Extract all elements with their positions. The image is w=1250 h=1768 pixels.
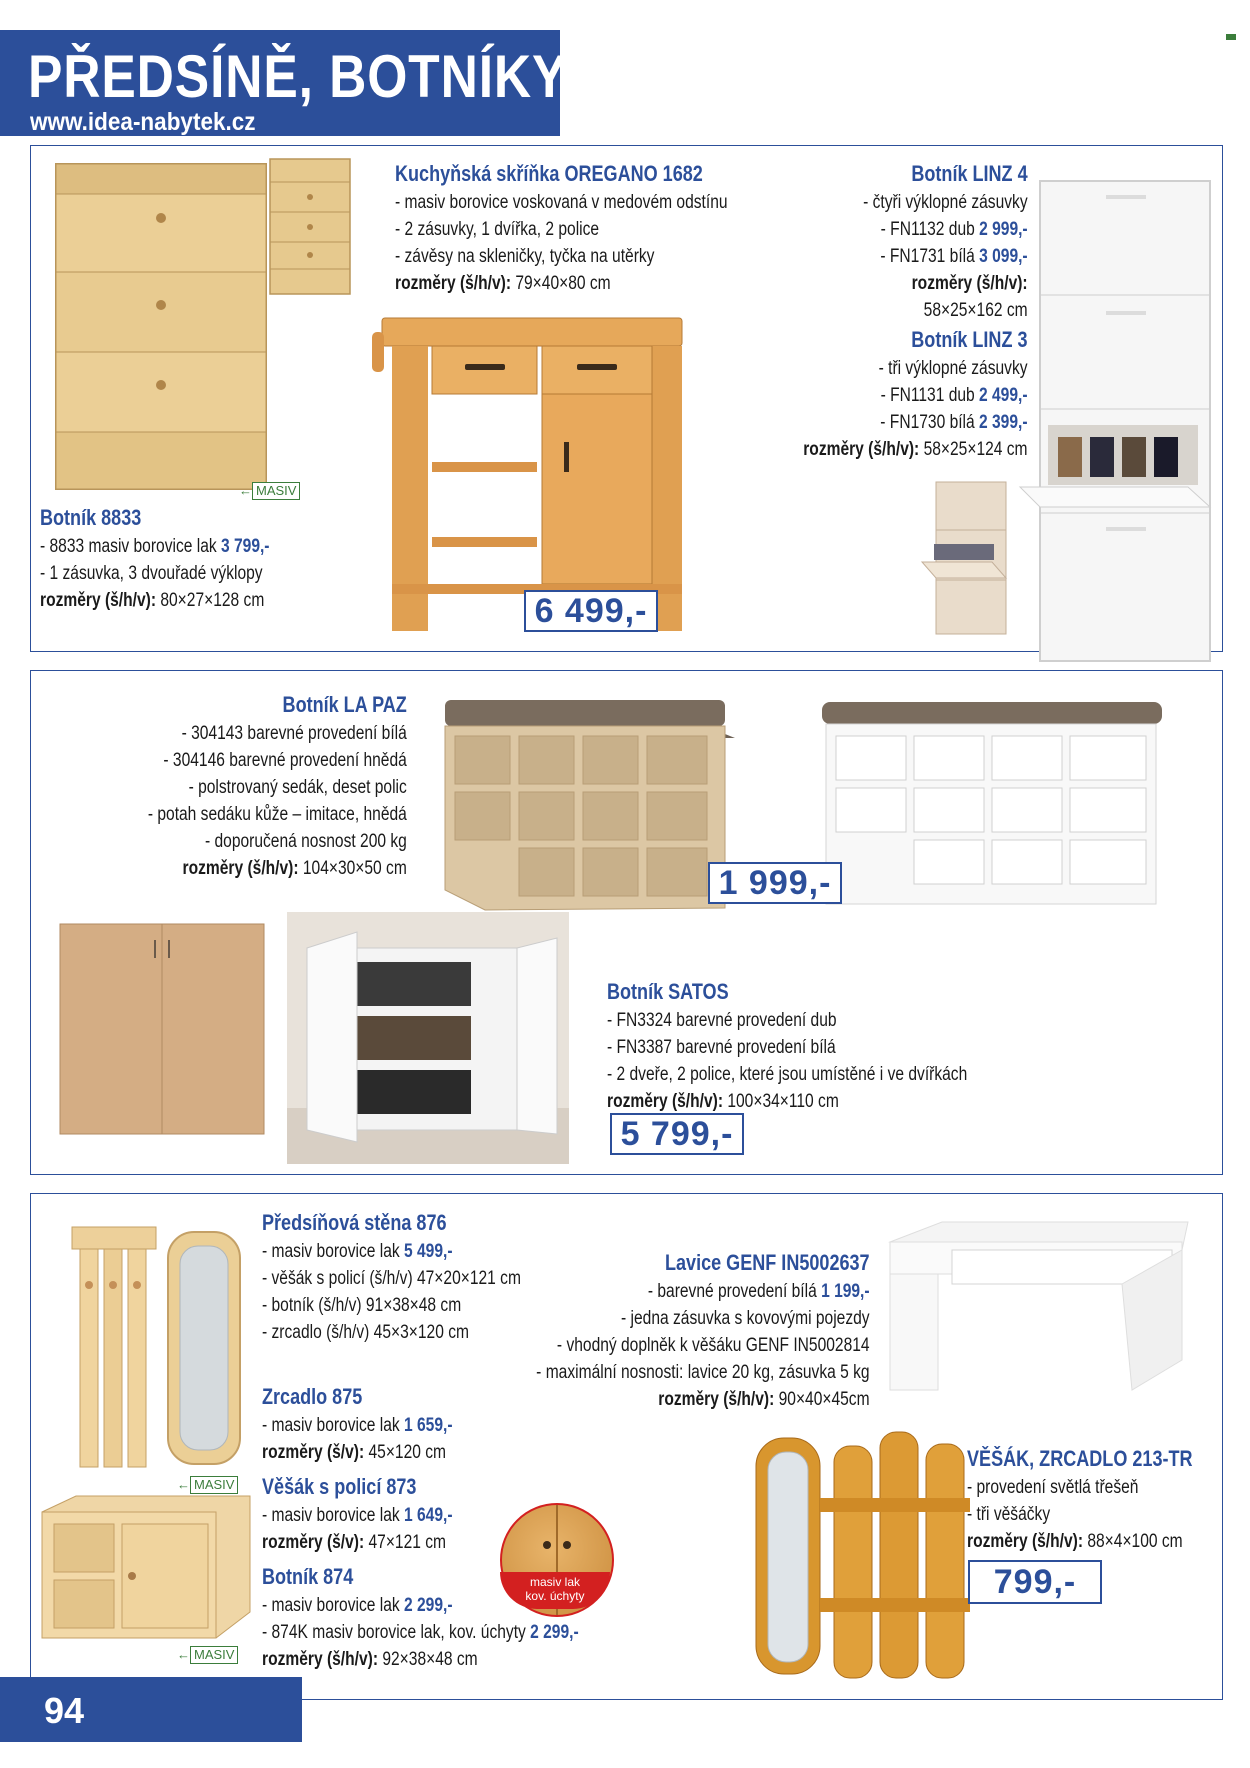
product-line: - masiv borovice lak xyxy=(262,1505,405,1526)
product-name: Botník 874 xyxy=(262,1564,354,1589)
dimension-value: 104×30×50 cm xyxy=(298,858,407,879)
product-price: 1 649,- xyxy=(404,1505,453,1526)
product-line: - 304143 barevné provedení bílá xyxy=(181,723,407,744)
satos-oak-image xyxy=(58,922,268,1137)
dimension-value: 88×4×100 cm xyxy=(1083,1531,1183,1552)
dimension-value: 79×40×80 cm xyxy=(511,273,611,294)
product-name: Lavice GENF IN5002637 xyxy=(665,1250,870,1275)
product-price: 3 799,- xyxy=(220,536,270,557)
badge-line: kov. úchyty xyxy=(525,1589,585,1603)
product-name: Botník LINZ 4 xyxy=(911,161,1028,186)
dimension-value: 90×40×45cm xyxy=(774,1389,870,1410)
product-name: Botník 8833 xyxy=(40,505,142,530)
dimension-label: rozměry (š/h/v): xyxy=(967,1531,1084,1552)
product-line: - tři výklopné zásuvky xyxy=(879,358,1028,379)
la-paz-brown-image xyxy=(435,690,745,915)
genf-bench-image xyxy=(882,1220,1192,1395)
product-line: - FN1731 bílá xyxy=(880,246,980,267)
product-vesak-873 xyxy=(262,1472,453,1556)
linz4-image xyxy=(1018,175,1223,667)
dimension-label: rozměry (š/h/v): xyxy=(40,590,157,611)
product-price: 2 299,- xyxy=(530,1622,579,1643)
dimension-value: 100×34×110 cm xyxy=(723,1091,839,1112)
dimension-label: rozměry (š/h/v): xyxy=(395,273,512,294)
dimension-value: 47×121 cm xyxy=(364,1532,447,1553)
product-genf xyxy=(537,1248,870,1413)
product-line: - 874K masiv borovice lak, kov. úchyty xyxy=(262,1622,531,1643)
product-line: - masiv borovice lak xyxy=(262,1415,405,1436)
vesak-873-image xyxy=(66,1225,161,1470)
product-price: 2 499,- xyxy=(979,385,1028,406)
dimension-value: 80×27×128 cm xyxy=(156,590,265,611)
page-title: PŘEDSÍNĚ, BOTNÍKY xyxy=(28,43,568,110)
product-linz4 xyxy=(863,159,1028,324)
product-line: - jedna zásuvka s kovovými pojezdy xyxy=(621,1308,870,1329)
product-line: - věšák s policí (š/h/v) 47×20×121 cm xyxy=(262,1268,521,1289)
dimension-value: 92×38×48 cm xyxy=(378,1649,478,1670)
botnik-8833-small-image xyxy=(268,157,353,297)
la-paz-white-image xyxy=(822,700,1172,910)
botnik-874-image xyxy=(36,1492,254,1642)
product-line: - doporučená nosnost 200 kg xyxy=(205,831,407,852)
product-price: 2 999,- xyxy=(979,219,1028,240)
linz3-image xyxy=(922,478,1012,638)
oregano-cabinet-image xyxy=(372,312,697,634)
product-name: Botník SATOS xyxy=(607,979,729,1004)
product-line: - provedení světlá třešeň xyxy=(967,1477,1139,1498)
corner-mark xyxy=(1226,34,1236,40)
dimension-value: 45×120 cm xyxy=(364,1442,447,1463)
product-stena-876 xyxy=(262,1208,521,1346)
dimension-label: rozměry (š/v): xyxy=(262,1442,365,1463)
dimension-label: rozměry (š/h/v): xyxy=(607,1091,724,1112)
product-price: 1 659,- xyxy=(404,1415,453,1436)
product-line: - FN3387 barevné provedení bílá xyxy=(607,1037,836,1058)
product-line: - potah sedáku kůže – imitace, hnědá xyxy=(148,804,407,825)
price-box-satos: 5 799,- xyxy=(610,1113,744,1155)
dimension-label: rozměry (š/h/v): xyxy=(658,1389,775,1410)
product-linz3 xyxy=(804,325,1028,463)
product-name: Věšák s policí 873 xyxy=(262,1474,417,1499)
masiv-tag: ← MASIV xyxy=(252,482,300,500)
product-line: - FN3324 barevné provedení dub xyxy=(607,1010,837,1031)
price-box-vesak-213: 799,- xyxy=(968,1560,1102,1604)
website-link[interactable]: www.idea-nabytek.cz xyxy=(30,108,256,136)
zrcadlo-875-image xyxy=(164,1228,246,1473)
product-line: - FN1132 dub xyxy=(881,219,980,240)
product-name: Botník LINZ 3 xyxy=(911,327,1028,352)
product-price: 3 099,- xyxy=(979,246,1028,267)
satos-open-image xyxy=(287,912,569,1164)
vesak-213-image xyxy=(752,1428,982,1680)
product-botnik-8833 xyxy=(40,503,269,614)
product-name: Kuchyňská skříňka OREGANO 1682 xyxy=(395,161,703,186)
dimension-label: rozměry (š/h/v): xyxy=(803,439,920,460)
botnik-8833-image xyxy=(52,160,272,495)
dimension-label: rozměry (š/h/v): xyxy=(911,273,1028,294)
product-oregano xyxy=(395,159,728,297)
product-line: - 2 zásuvky, 1 dvířka, 2 police xyxy=(395,219,600,240)
product-satos xyxy=(607,977,967,1115)
product-name: Předsíňová stěna 876 xyxy=(262,1210,447,1235)
product-la-paz xyxy=(148,690,407,882)
product-line: - polstrovaný sedák, deset polic xyxy=(188,777,407,798)
price-box-la-paz: 1 999,- xyxy=(708,862,842,904)
dimension-label: rozměry (š/h/v): xyxy=(262,1649,379,1670)
price-box-oregano: 6 499,- xyxy=(524,590,658,632)
product-line: - barevné provedení bílá xyxy=(648,1281,822,1302)
product-line: - masiv borovice lak xyxy=(262,1595,405,1616)
product-zrcadlo-875 xyxy=(262,1382,453,1466)
dimension-value: 58×25×162 cm xyxy=(924,300,1028,321)
product-vesak-213 xyxy=(967,1444,1193,1555)
product-price: 1 199,- xyxy=(821,1281,870,1302)
masiv-tag: ← MASIV xyxy=(190,1476,238,1494)
product-line: - 1 zásuvka, 3 dvouřadé výklopy xyxy=(40,563,263,584)
product-price: 2 299,- xyxy=(404,1595,453,1616)
product-price: 5 499,- xyxy=(404,1241,453,1262)
product-line: - 2 dveře, 2 police, které jsou umístěné i ve dvířkách xyxy=(607,1064,968,1085)
product-line: - vhodný doplněk k věšáku GENF IN5002814 xyxy=(557,1335,870,1356)
product-line: - 8833 masiv borovice lak xyxy=(40,536,221,557)
product-name: Botník LA PAZ xyxy=(282,692,407,717)
product-line: - 304146 barevné provedení hnědá xyxy=(163,750,407,771)
page-number: 94 xyxy=(44,1690,85,1731)
product-line: - FN1131 dub xyxy=(881,385,980,406)
product-line: - masiv borovice lak xyxy=(262,1241,405,1262)
product-name: Zrcadlo 875 xyxy=(262,1384,363,1409)
masiv-tag: ← MASIV xyxy=(190,1646,238,1664)
product-line: - FN1730 bílá xyxy=(880,412,980,433)
product-line: - závěsy na skleničky, tyčka na utěrky xyxy=(395,246,655,267)
product-line: - čtyři výklopné zásuvky xyxy=(863,192,1028,213)
product-line: - botník (š/h/v) 91×38×48 cm xyxy=(262,1295,462,1316)
product-line: - maximální nosnosti: lavice 20 kg, zásuvka 5 kg xyxy=(536,1362,870,1383)
product-name: VĚŠÁK, ZRCADLO 213-TR xyxy=(967,1446,1193,1471)
product-line: - masiv borovice voskovaná v medovém odstínu xyxy=(395,192,728,213)
dimension-label: rozměry (š/v): xyxy=(262,1532,365,1553)
badge-line: masiv lak xyxy=(529,1575,580,1589)
product-line: - tři věšáčky xyxy=(967,1504,1051,1525)
dimension-label: rozměry (š/h/v): xyxy=(182,858,299,879)
product-line: - zrcadlo (š/h/v) 45×3×120 cm xyxy=(262,1322,469,1343)
dimension-value: 58×25×124 cm xyxy=(919,439,1028,460)
product-price: 2 399,- xyxy=(979,412,1028,433)
